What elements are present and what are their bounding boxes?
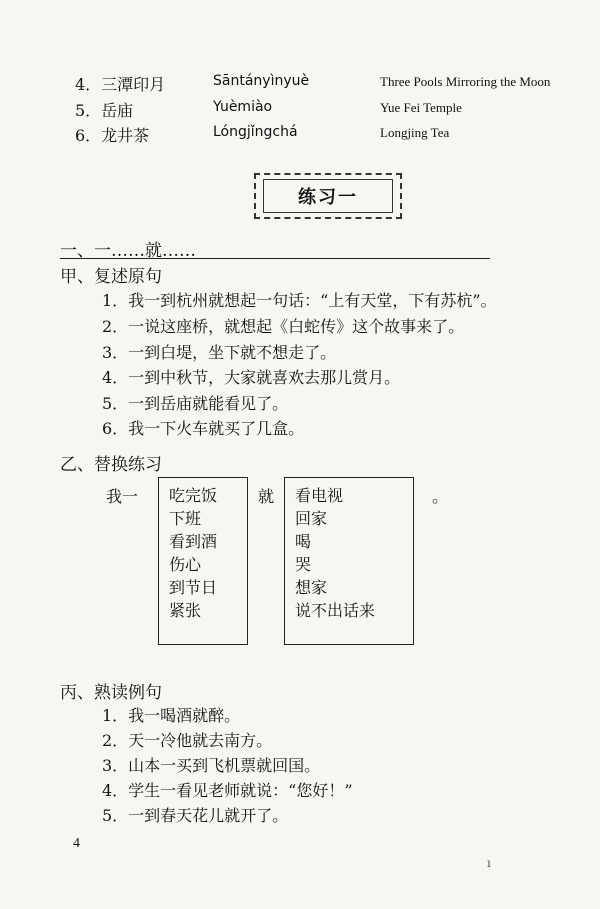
substitution-option: 回家 xyxy=(295,509,328,528)
substitution-option: 伤心 xyxy=(169,555,202,574)
retell-sentence: 2．一说这座桥，就想起《白蛇传》这个故事来了。 xyxy=(102,317,465,336)
part-b-heading: 乙、替换练习 xyxy=(60,455,162,475)
vocab-chinese: 5．岳庙 xyxy=(75,101,134,120)
section-heading: 一、一……就…… xyxy=(60,241,196,261)
section-divider xyxy=(60,258,490,259)
retell-sentence: 3．一到白堤，坐下就不想走了。 xyxy=(102,343,337,362)
vocab-english: Three Pools Mirroring the Moon xyxy=(380,74,551,89)
part-a-heading: 甲、复述原句 xyxy=(60,267,162,287)
retell-sentence: 4．一到中秋节，大家就喜欢去那儿赏月。 xyxy=(102,368,401,387)
vocab-row xyxy=(75,72,575,98)
substitution-middle: 就 xyxy=(258,487,275,506)
substitution-option: 想家 xyxy=(295,578,328,597)
example-sentence: 1．我一喝酒就醉。 xyxy=(102,706,241,725)
substitution-left-box xyxy=(158,477,248,645)
example-sentence: 5．一到春天花儿就开了。 xyxy=(102,806,289,825)
vocab-pinyin: Sāntányìnyuè xyxy=(213,73,310,89)
substitution-option: 到节日 xyxy=(169,578,218,597)
exercise-title-frame xyxy=(254,173,402,219)
substitution-option: 喝 xyxy=(295,532,312,551)
substitution-option: 说不出话来 xyxy=(295,601,376,620)
example-sentence: 2．天一冷他就去南方。 xyxy=(102,731,273,750)
substitution-option: 看到酒 xyxy=(169,532,218,551)
vocab-chinese: 6．龙井茶 xyxy=(75,126,150,145)
part-c-heading: 丙、熟读例句 xyxy=(60,683,162,703)
vocab-pinyin: Lóngjǐngchá xyxy=(213,124,298,140)
substitution-right-box xyxy=(284,477,414,645)
exercise-title: 练习一 xyxy=(263,179,393,213)
retell-sentence: 5．一到岳庙就能看见了。 xyxy=(102,394,289,413)
vocab-pinyin: Yuèmiào xyxy=(213,99,273,115)
substitution-suffix: 。 xyxy=(432,487,449,506)
vocab-row xyxy=(75,123,575,149)
example-sentence: 3．山本一买到飞机票就回国。 xyxy=(102,756,321,775)
substitution-prefix: 我一 xyxy=(106,487,139,506)
substitution-option: 紧张 xyxy=(169,601,202,620)
vocab-english: Longjing Tea xyxy=(380,125,450,140)
vocab-row xyxy=(75,98,575,124)
substitution-option: 吃完饭 xyxy=(169,486,218,505)
substitution-option: 哭 xyxy=(295,555,312,574)
vocab-chinese: 4．三潭印月 xyxy=(75,75,166,94)
substitution-option: 下班 xyxy=(169,509,202,528)
substitution-option: 看电视 xyxy=(295,486,344,505)
example-sentence: 4．学生一看见老师就说：“您好！” xyxy=(102,781,353,800)
retell-sentence: 6．我一下火车就买了几盒。 xyxy=(102,419,305,438)
margin-mark: ı xyxy=(487,856,491,870)
vocab-english: Yue Fei Temple xyxy=(380,100,462,115)
retell-sentence: 1．我一到杭州就想起一句话：“上有天堂，下有苏杭”。 xyxy=(102,291,497,310)
page-number: 4 xyxy=(73,836,80,851)
